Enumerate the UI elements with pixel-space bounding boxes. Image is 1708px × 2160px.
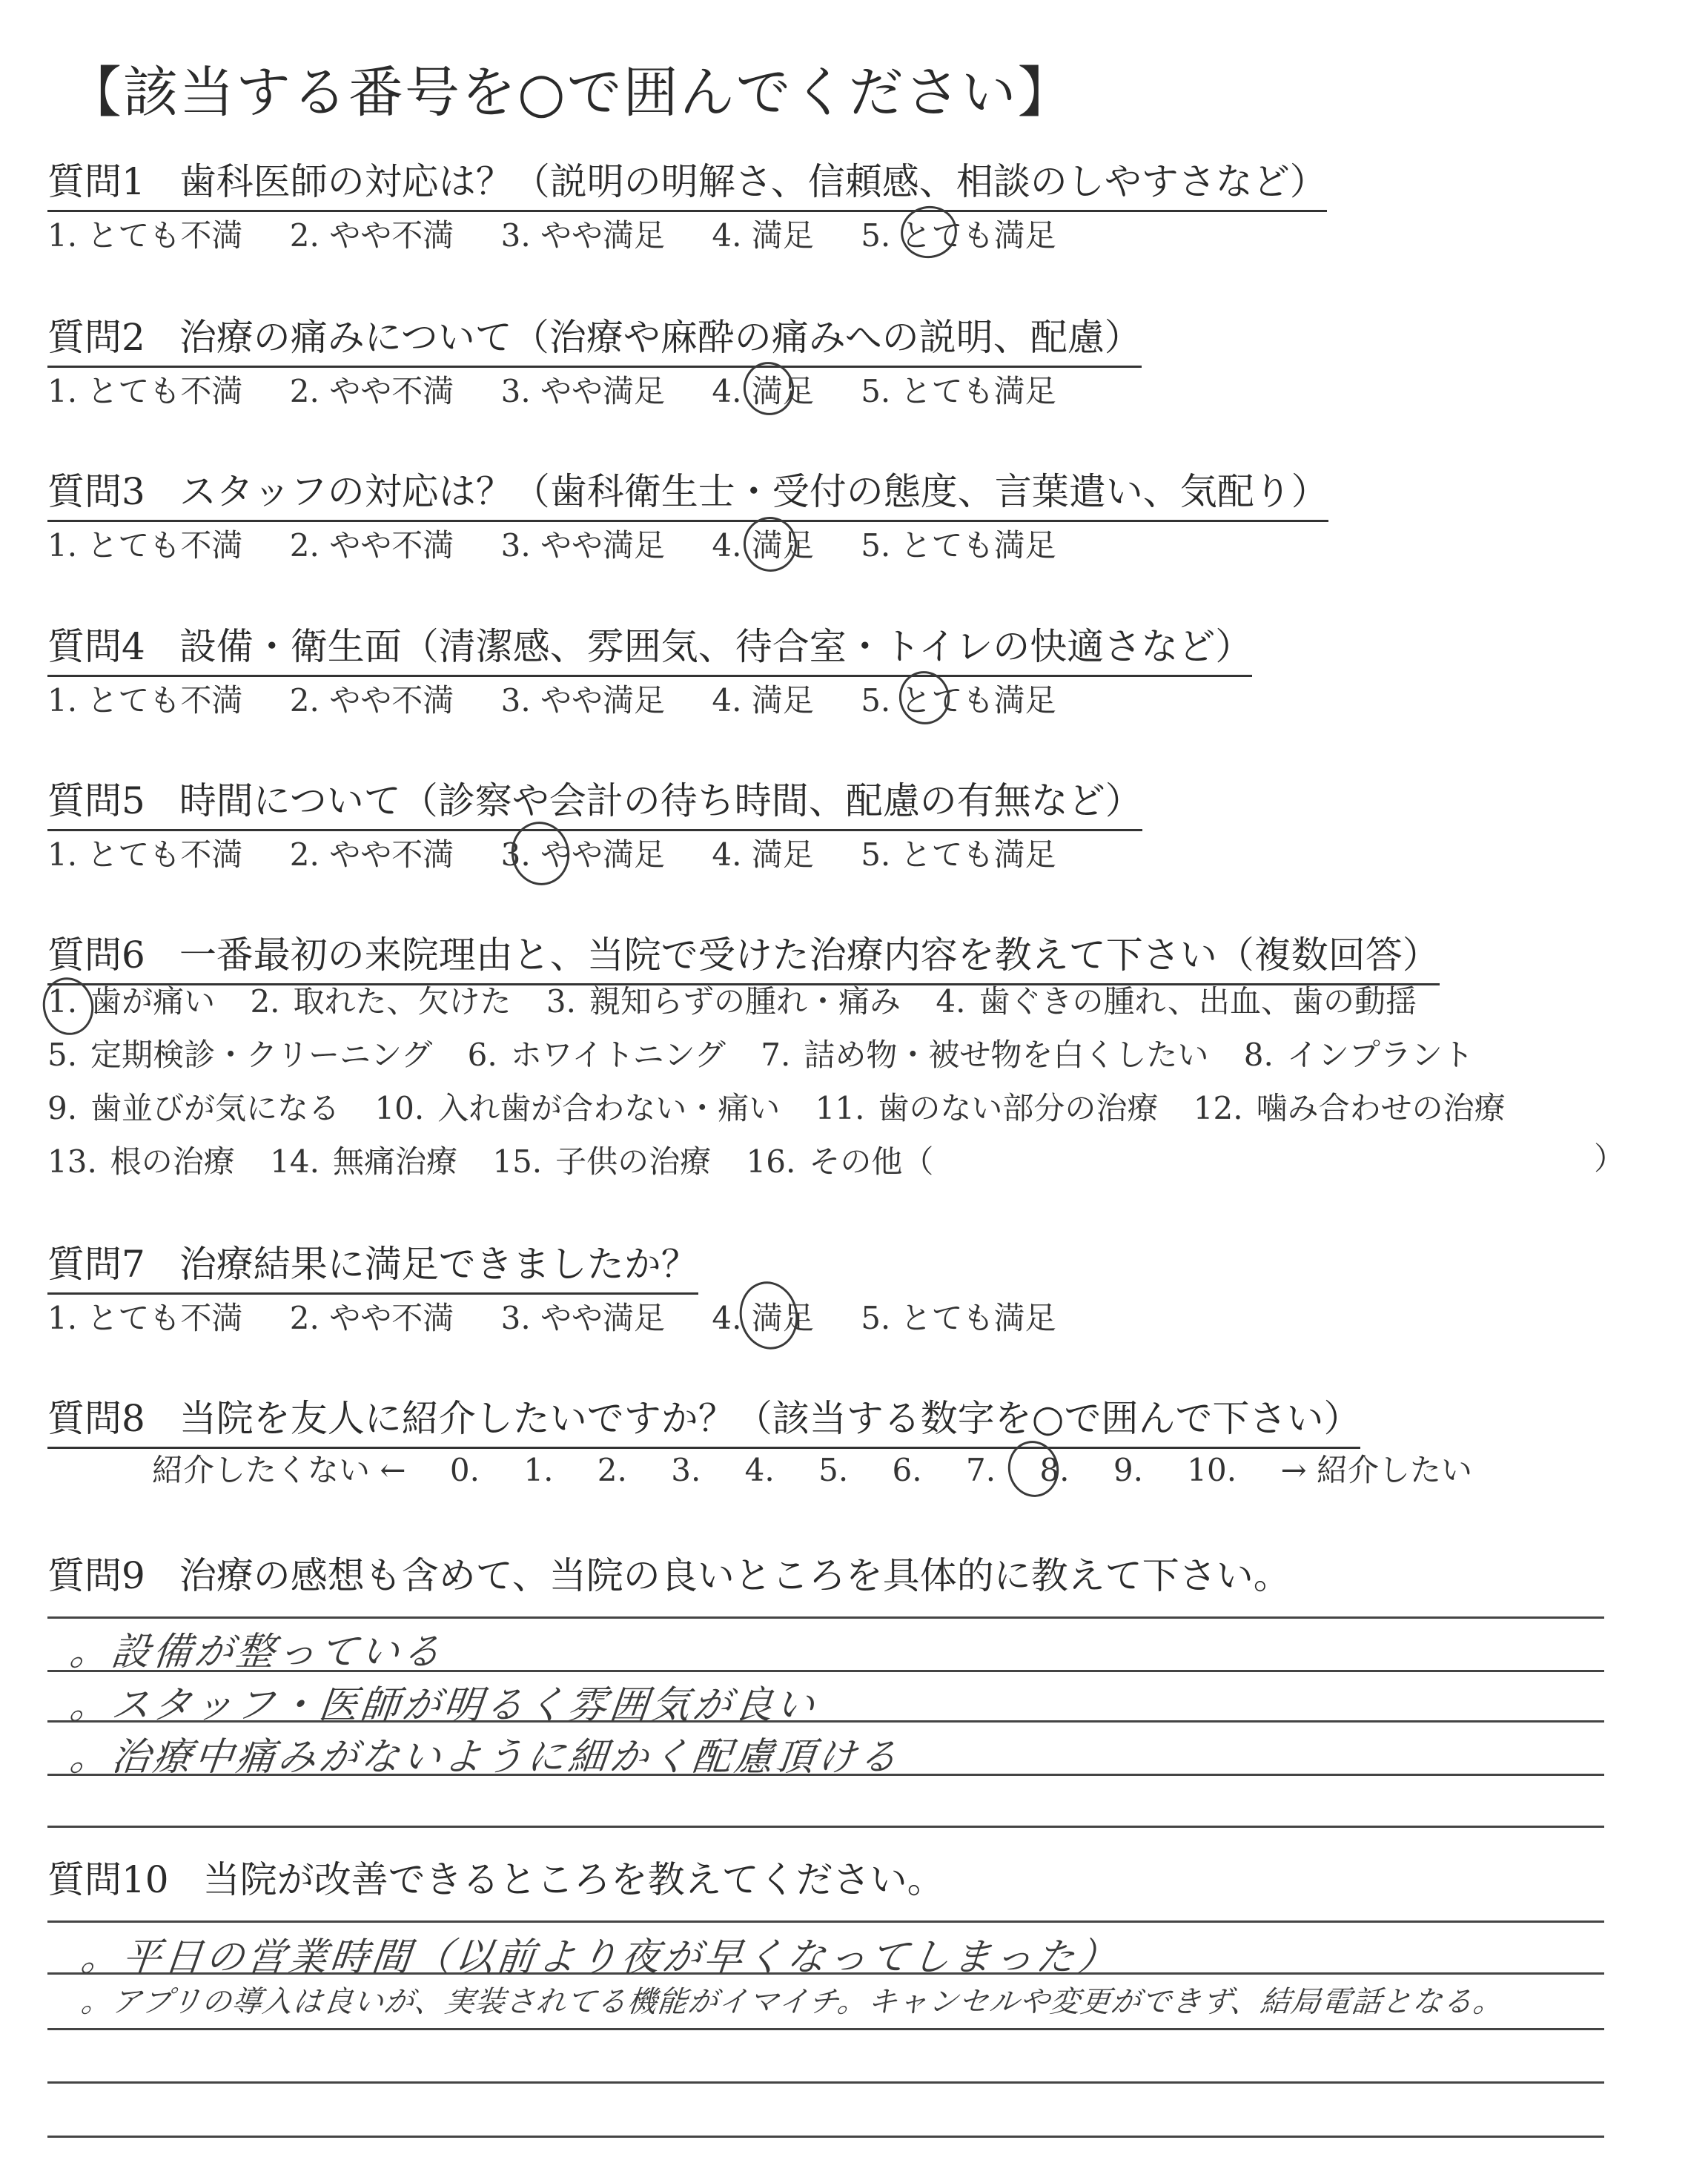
handwritten-answer: 。アプリの導入は良いが、実装されてる機能がイマイチ。キャンセルや変更ができず、結局電話となる。 bbox=[79, 1985, 1506, 2019]
answer-line bbox=[47, 2028, 1604, 2030]
option-2[interactable]: 2. やや不満 bbox=[289, 1300, 454, 1336]
option-3[interactable]: 3. やや満足 bbox=[500, 1300, 666, 1336]
scale-number[interactable]: 5. bbox=[818, 1452, 849, 1488]
reason-option[interactable]: 11. 歯のない部分の治療 bbox=[815, 1090, 1159, 1126]
question-3-text: スタッフの対応は？（歯科衛生士・受付の態度、言葉遣い、気配り） bbox=[179, 470, 1328, 513]
option-3[interactable]: 3. やや満足 bbox=[500, 527, 666, 564]
option-1[interactable]: 1. とても不満 bbox=[47, 836, 243, 873]
question-7-number: 質問7 bbox=[47, 1243, 145, 1286]
answer-line bbox=[47, 1920, 1604, 1923]
question-3 bbox=[47, 462, 1328, 522]
handwritten-answer: 。設備が整っている bbox=[67, 1630, 446, 1674]
option-4[interactable]: 4. 満足 bbox=[712, 527, 814, 564]
other-close-paren: ） bbox=[1594, 1140, 1626, 1177]
reason-option[interactable]: 2. 取れた、欠けた bbox=[250, 983, 512, 1020]
question-4-number: 質問4 bbox=[47, 625, 145, 668]
scale-left-label: 紹介したくない ← bbox=[152, 1452, 406, 1488]
scale-number[interactable]: 10. bbox=[1187, 1452, 1237, 1488]
option-row bbox=[47, 975, 1531, 1028]
option-4[interactable]: 4. 満足 bbox=[712, 373, 814, 409]
scale-number[interactable]: 7. bbox=[965, 1452, 996, 1488]
option-2[interactable]: 2. やや不満 bbox=[289, 836, 454, 873]
question-7 bbox=[47, 1235, 698, 1295]
handwritten-answer: 。平日の営業時間（以前より夜が早くなってしまった） bbox=[79, 1935, 1122, 1980]
reason-option[interactable]: 9. 歯並びが気になる bbox=[47, 1090, 340, 1126]
reason-option[interactable]: 13. 根の治療 bbox=[47, 1143, 235, 1180]
option-4[interactable]: 4. 満足 bbox=[712, 682, 814, 719]
question-5-text: 時間について（診察や会計の待ち時間、配慮の有無など） bbox=[179, 779, 1142, 822]
option-3[interactable]: 3. やや満足 bbox=[500, 682, 666, 719]
answer-line bbox=[47, 2136, 1604, 2138]
option-3[interactable]: 3. やや満足 bbox=[500, 217, 666, 254]
option-3[interactable]: 3. やや満足 bbox=[500, 836, 666, 873]
question-7-text: 治療結果に満足できましたか？ bbox=[179, 1243, 698, 1286]
scale-number[interactable]: 0. bbox=[449, 1452, 480, 1488]
question-10 bbox=[47, 1850, 944, 1908]
scale-number[interactable]: 9. bbox=[1113, 1452, 1143, 1488]
option-4[interactable]: 4. 満足 bbox=[712, 836, 814, 873]
option-1[interactable]: 1. とても不満 bbox=[47, 373, 243, 409]
reason-option[interactable]: 15. 子供の治療 bbox=[492, 1143, 712, 1180]
question-2-options bbox=[47, 367, 1093, 412]
option-3[interactable]: 3. やや満足 bbox=[500, 373, 666, 409]
page-title: 【該当する番号を○で囲んでください】 bbox=[67, 61, 1074, 125]
question-7-options bbox=[47, 1294, 1093, 1338]
option-1[interactable]: 1. とても不満 bbox=[47, 527, 243, 564]
answer-line bbox=[47, 2081, 1604, 2084]
question-6-text: 一番最初の来院理由と、当院で受けた治療内容を教えて下さい（複数回答） bbox=[179, 934, 1440, 977]
option-row bbox=[47, 1082, 1531, 1135]
scale-number[interactable]: 1. bbox=[523, 1452, 554, 1488]
option-1[interactable]: 1. とても不満 bbox=[47, 217, 243, 254]
answer-line bbox=[47, 1616, 1604, 1619]
question-4 bbox=[47, 617, 1252, 677]
scale-number[interactable]: 6. bbox=[892, 1452, 922, 1488]
option-1[interactable]: 1. とても不満 bbox=[47, 682, 243, 719]
question-2-text: 治療の痛みについて（治療や麻酔の痛みへの説明、配慮） bbox=[179, 316, 1142, 359]
option-2[interactable]: 2. やや不満 bbox=[289, 682, 454, 719]
question-5-number: 質問5 bbox=[47, 779, 145, 822]
option-5[interactable]: 5. とても満足 bbox=[861, 217, 1056, 254]
question-8-number: 質問8 bbox=[47, 1397, 145, 1440]
question-1-text: 歯科医師の対応は？（説明の明解さ、信頼感、相談のしやすさなど） bbox=[179, 160, 1327, 203]
option-2[interactable]: 2. やや不満 bbox=[289, 527, 454, 564]
question-5-options bbox=[47, 830, 1093, 875]
reason-option[interactable]: 12. 噛み合わせの治療 bbox=[1193, 1090, 1506, 1126]
option-5[interactable]: 5. とても満足 bbox=[861, 527, 1056, 564]
question-8-text: 当院を友人に紹介したいですか？（該当する数字を○で囲んで下さい） bbox=[179, 1397, 1361, 1440]
question-10-text: 当院が改善できるところを教えてください。 bbox=[202, 1858, 944, 1901]
question-9-number: 質問9 bbox=[47, 1554, 145, 1597]
option-row bbox=[47, 1028, 1531, 1082]
option-5[interactable]: 5. とても満足 bbox=[861, 682, 1056, 719]
option-row bbox=[47, 1135, 1531, 1189]
question-6-number: 質問6 bbox=[47, 934, 145, 977]
question-2 bbox=[47, 308, 1142, 368]
option-1[interactable]: 1. とても不満 bbox=[47, 1300, 243, 1336]
question-9-text: 治療の感想も含めて、当院の良いところを具体的に教えて下さい。 bbox=[179, 1554, 1291, 1597]
question-1-number: 質問1 bbox=[47, 160, 145, 203]
reason-option[interactable]: 8. インプラント bbox=[1243, 1037, 1474, 1073]
option-4[interactable]: 4. 満足 bbox=[712, 1300, 814, 1336]
handwritten-answer: 。スタッフ・医師が明るく雰囲気が良い bbox=[67, 1683, 820, 1728]
scale-number[interactable]: 3. bbox=[671, 1452, 701, 1488]
reason-option[interactable]: 1. 歯が痛い bbox=[47, 983, 216, 1020]
reason-option[interactable]: 4. 歯ぐきの腫れ、出血、歯の動揺 bbox=[936, 983, 1417, 1020]
question-6-options bbox=[47, 975, 1531, 1189]
handwritten-answer: 。治療中痛みがないように細かく配慮頂ける bbox=[67, 1735, 903, 1780]
option-2[interactable]: 2. やや不満 bbox=[289, 373, 454, 409]
question-3-options bbox=[47, 521, 1093, 566]
question-3-number: 質問3 bbox=[47, 470, 145, 513]
selection-circle-q7 bbox=[733, 1276, 804, 1355]
option-2[interactable]: 2. やや不満 bbox=[289, 217, 454, 254]
option-5[interactable]: 5. とても満足 bbox=[861, 373, 1056, 409]
reason-option[interactable]: 6. ホワイトニング bbox=[467, 1037, 726, 1073]
reason-option[interactable]: 3. 親知らずの腫れ・痛み bbox=[546, 983, 901, 1020]
recommend-scale bbox=[152, 1446, 1506, 1490]
scale-number[interactable]: 4. bbox=[744, 1452, 775, 1488]
reason-option[interactable]: 14. 無痛治療 bbox=[270, 1143, 457, 1180]
question-8 bbox=[47, 1389, 1360, 1449]
scale-number[interactable]: 2. bbox=[597, 1452, 627, 1488]
question-9 bbox=[47, 1546, 1291, 1604]
option-4[interactable]: 4. 満足 bbox=[712, 217, 814, 254]
reason-option[interactable]: 5. 定期検診・クリーニング bbox=[47, 1037, 433, 1073]
question-1 bbox=[47, 152, 1327, 212]
question-2-number: 質問2 bbox=[47, 316, 145, 359]
option-5[interactable]: 5. とても満足 bbox=[861, 1300, 1056, 1336]
question-4-text: 設備・衛生面（清潔感、雰囲気、待合室・トイレの快適さなど） bbox=[179, 625, 1253, 668]
scale-right-label: → 紹介したい bbox=[1280, 1452, 1472, 1488]
reason-option[interactable]: 10. 入れ歯が合わない・痛い bbox=[374, 1090, 781, 1126]
answer-line bbox=[47, 1826, 1604, 1828]
reason-option[interactable]: 16. その他（ bbox=[746, 1143, 934, 1180]
question-10-number: 質問10 bbox=[47, 1858, 169, 1901]
question-5 bbox=[47, 771, 1142, 831]
scale-number[interactable]: 8. bbox=[1039, 1452, 1070, 1488]
reason-option[interactable]: 7. 詰め物・被せ物を白くしたい bbox=[761, 1037, 1209, 1073]
option-5[interactable]: 5. とても満足 bbox=[861, 836, 1056, 873]
